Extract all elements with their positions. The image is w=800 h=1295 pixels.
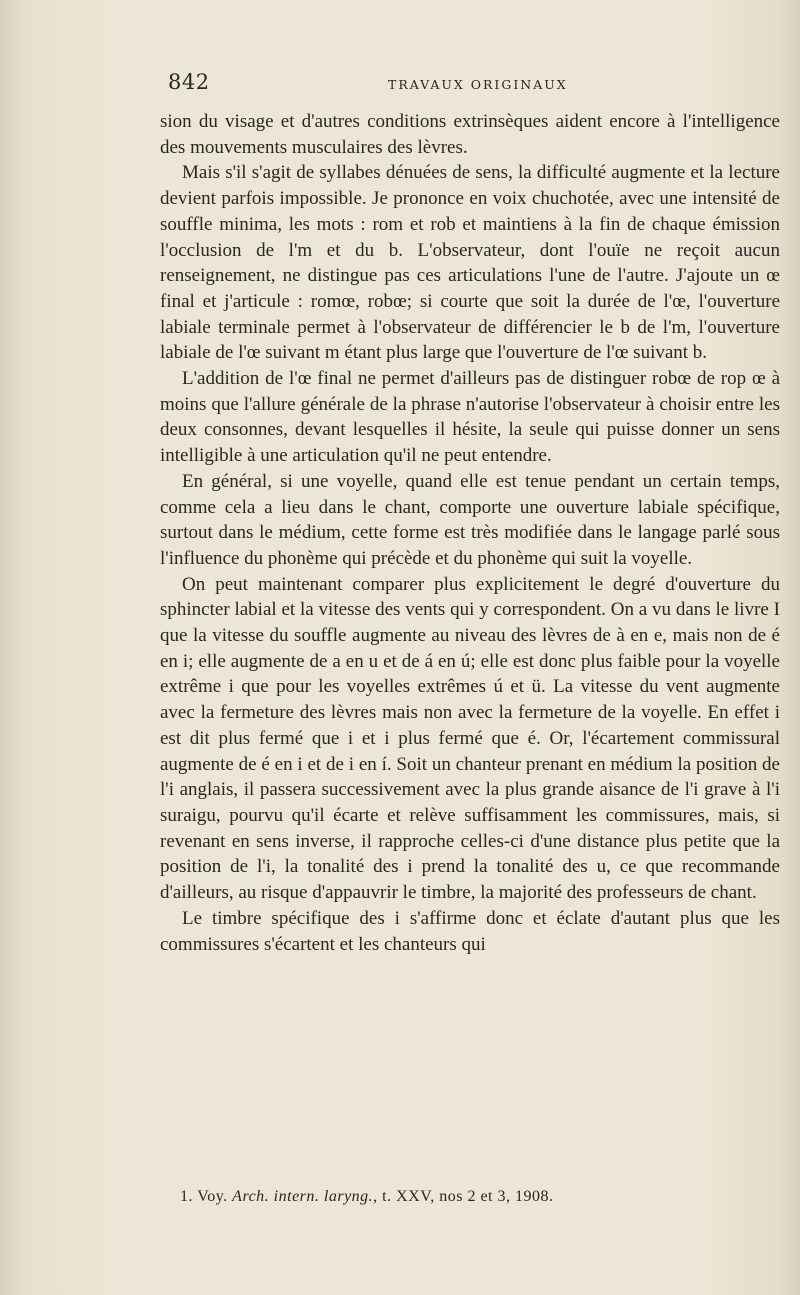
footnote-journal: Arch. intern. laryng. bbox=[232, 1188, 374, 1205]
page-header bbox=[160, 60, 780, 100]
footnote bbox=[180, 1188, 780, 1206]
paragraph-3: L'addition de l'œ final ne permet d'ailleurs pas de distinguer robœ de rop œ à moins que l'allure générale de la phrase n'autorise l'observateur à choisir entre les deux consonnes, devant lesquelles il hésite, la seule qui puisse donner un sens intelligible à une articulation qu'il ne peut entendre. bbox=[160, 368, 780, 467]
page-number: 842 bbox=[168, 70, 210, 94]
paragraph-6: Le timbre spécifique des i s'affirme donc et éclate d'autant plus que les commissures s'écartent et les chanteurs qui bbox=[160, 907, 780, 955]
paragraph-1: sion du visage et d'autres conditions extrinsèques aident encore à l'intelligence des mouvements musculaires des lèvres. bbox=[160, 111, 780, 158]
paragraph-4: En général, si une voyelle, quand elle est tenue pendant un certain temps, comme cela a lieu dans le chant, comporte une ouverture labiale spécifique, surtout dans le médium, cette forme est très modifiée dans le langage parlé sous l'influence du phonème qui précède et du phonème qui suit la voyelle. bbox=[160, 470, 780, 569]
footnote-prefix: Voy. bbox=[197, 1188, 228, 1205]
body-text bbox=[160, 109, 780, 957]
footnote-details: , t. XXV, nos 2 et 3, 1908. bbox=[373, 1188, 554, 1205]
running-title: TRAVAUX ORIGINAUX bbox=[388, 77, 568, 92]
paragraph-2: Mais s'il s'agit de syllabes dénuées de sens, la difficulté augmente et la lecture devient parfois impossible. Je prononce en voix chuchotée, avec une intensité de souffle minima, les mots : rom et rob et maintiens à la fin de chaque émission l'occlusion de l'm et du b. L'observateur, dont l'ouïe ne reçoit aucun renseignement, ne distingue pas ces articulations l'une de l'autre. J'ajoute un œ final et j'articule : romœ, robœ; si courte que soit la durée de l'œ, l'ouverture labiale terminale permet à l'observateur de différencier le b de l'm, l'ouverture labiale de l'œ suivant m étant plus large que l'ouverture de l'œ suivant b. bbox=[160, 162, 780, 364]
paragraph-5: On peut maintenant comparer plus explicitement le degré d'ouverture du sphincter labial et la vitesse des vents qui y correspondent. On a vu dans le livre I que la vitesse du souffle augmente au niveau des lèvres de à en e, mais non de é en i; elle augmente de a en u et de á en ú; elle est donc plus faible pour la voyelle extrême i que pour les voyelles extrêmes ú et ü. La vitesse du vent augmente avec la fermeture des lèvres mais non avec la fermeture de la voyelle. En effet i est dit plus fermé que i et i plus fermé que é. Or, l'écartement commissural augmente de é en i et de i en í. Soit un chanteur prenant en médium la position de l'i anglais, il passera successivement avec la plus grande aisance de l'i grave à l'i suraigu, pourvu qu'il écarte et relève suffisamment les commissures, mais, si revenant en sens inverse, il rapproche celles-ci d'une distance plus petite que la position de l'i, la tonalité des i prend la tonalité des u, ce que recommande d'ailleurs, au risque d'appauvrir le timbre, la majorité des professeurs de chant. bbox=[160, 573, 780, 904]
footnote-number: 1. bbox=[180, 1188, 193, 1205]
